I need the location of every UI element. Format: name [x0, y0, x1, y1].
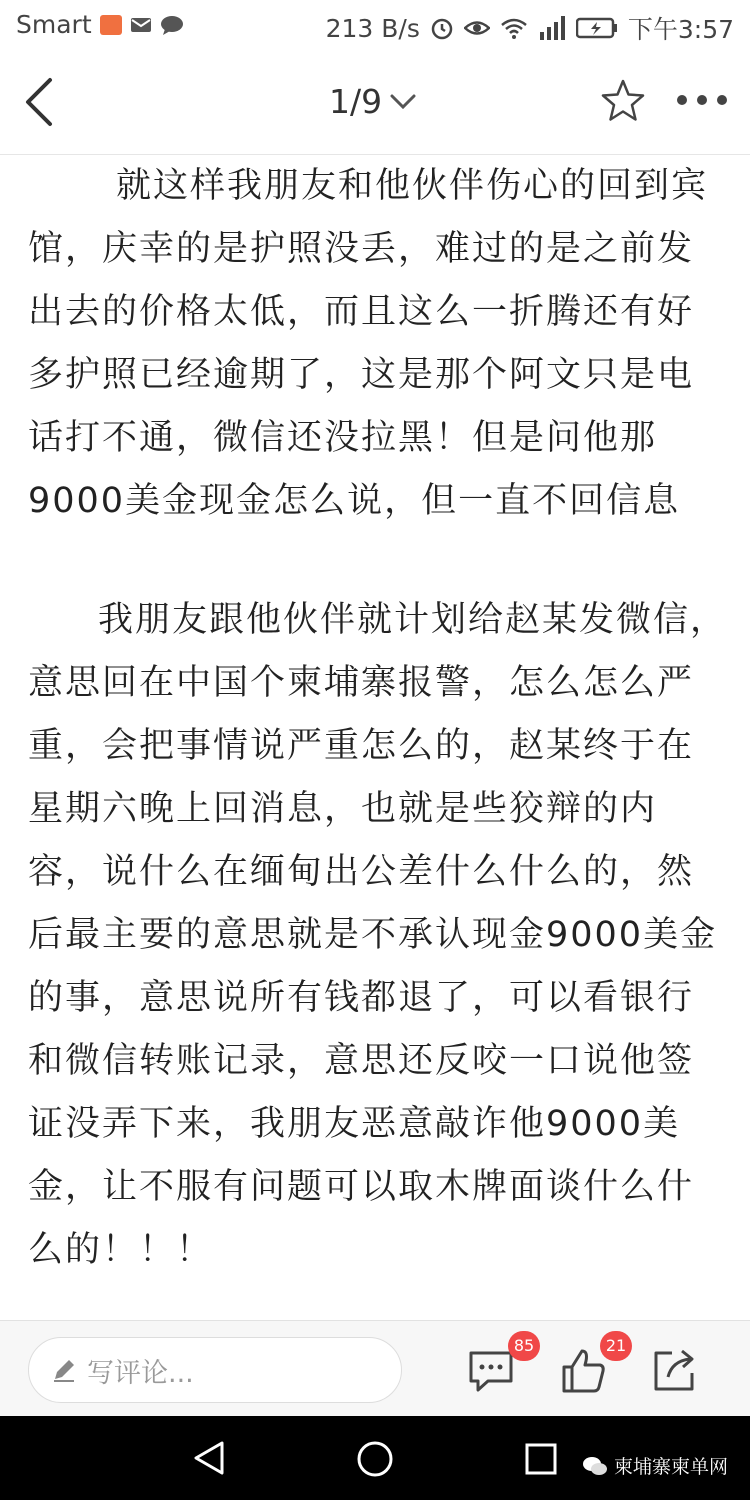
eye-icon: [464, 17, 490, 39]
like-button[interactable]: [558, 1336, 627, 1395]
article-paragraph: 就这样我朋友和他伙伴伤心的回到宾馆，庆幸的是护照没丢，难过的是之前发出去的价格太低，而且这么一折腾还有好多护照已经逾期了，这是那个阿文只是电话打不通，微信还没拉黑！但是问他那9000美金现金怎么说，但一直不回信息: [28, 166, 709, 521]
comment-count-badge: 85: [508, 1331, 540, 1361]
back-arrow-icon[interactable]: [20, 76, 60, 128]
share-icon: [650, 1345, 700, 1395]
comments-button[interactable]: [466, 1336, 535, 1395]
clock: 下午3:57: [627, 15, 734, 44]
battery-icon: [576, 17, 618, 39]
network-speed: 213 B/s: [325, 13, 420, 43]
page-selector[interactable]: [329, 82, 416, 121]
chat-icon: [160, 14, 184, 36]
signal-icon: [538, 16, 566, 40]
app-notification-icon: [100, 15, 122, 35]
pencil-icon: [51, 1357, 77, 1383]
article-body: [28, 155, 728, 1282]
status-right: [326, 10, 734, 46]
comment-placeholder: 写评论...: [87, 1357, 194, 1389]
status-left: [16, 10, 184, 39]
top-nav-bar: [0, 52, 750, 155]
chevron-down-icon: [390, 94, 416, 110]
more-options-icon[interactable]: [674, 90, 730, 110]
status-bar: [0, 0, 750, 52]
carrier-label: Smart: [16, 10, 92, 39]
nav-home-icon[interactable]: [356, 1440, 394, 1478]
alarm-icon: [430, 16, 454, 40]
watermark: [582, 1452, 728, 1479]
nav-back-icon[interactable]: [192, 1440, 226, 1476]
share-button[interactable]: [650, 1345, 700, 1395]
wechat-logo-icon: [582, 1455, 608, 1477]
mail-icon: [130, 16, 152, 34]
article-paragraph: 我朋友跟他伙伴就计划给赵某发微信，意思回在中国个柬埔寨报警，怎么怎么严重，会把事情说严重怎么的，赵某终于在星期六晚上回消息，也就是些狡辩的内容，说什么在缅甸出公差什么什么的，然后最主要的意思就是不承认现金9000美金的事，意思说所有钱都退了，可以看银行和微信转账记录，意思还反咬一口说他签证没弄下来，我朋友恶意敲诈他9000美金，让不服有问题可以取木牌面谈什么什么的！！！: [28, 600, 728, 1270]
nav-recents-icon[interactable]: [524, 1442, 558, 1476]
like-count-badge: 21: [600, 1331, 632, 1361]
bottom-action-bar: [0, 1320, 750, 1417]
page-indicator: 1/9: [329, 82, 383, 121]
watermark-text: 柬埔寨柬单网: [614, 1456, 729, 1478]
comment-input[interactable]: [28, 1337, 402, 1403]
wifi-icon: [500, 17, 528, 39]
star-icon[interactable]: [600, 78, 646, 124]
